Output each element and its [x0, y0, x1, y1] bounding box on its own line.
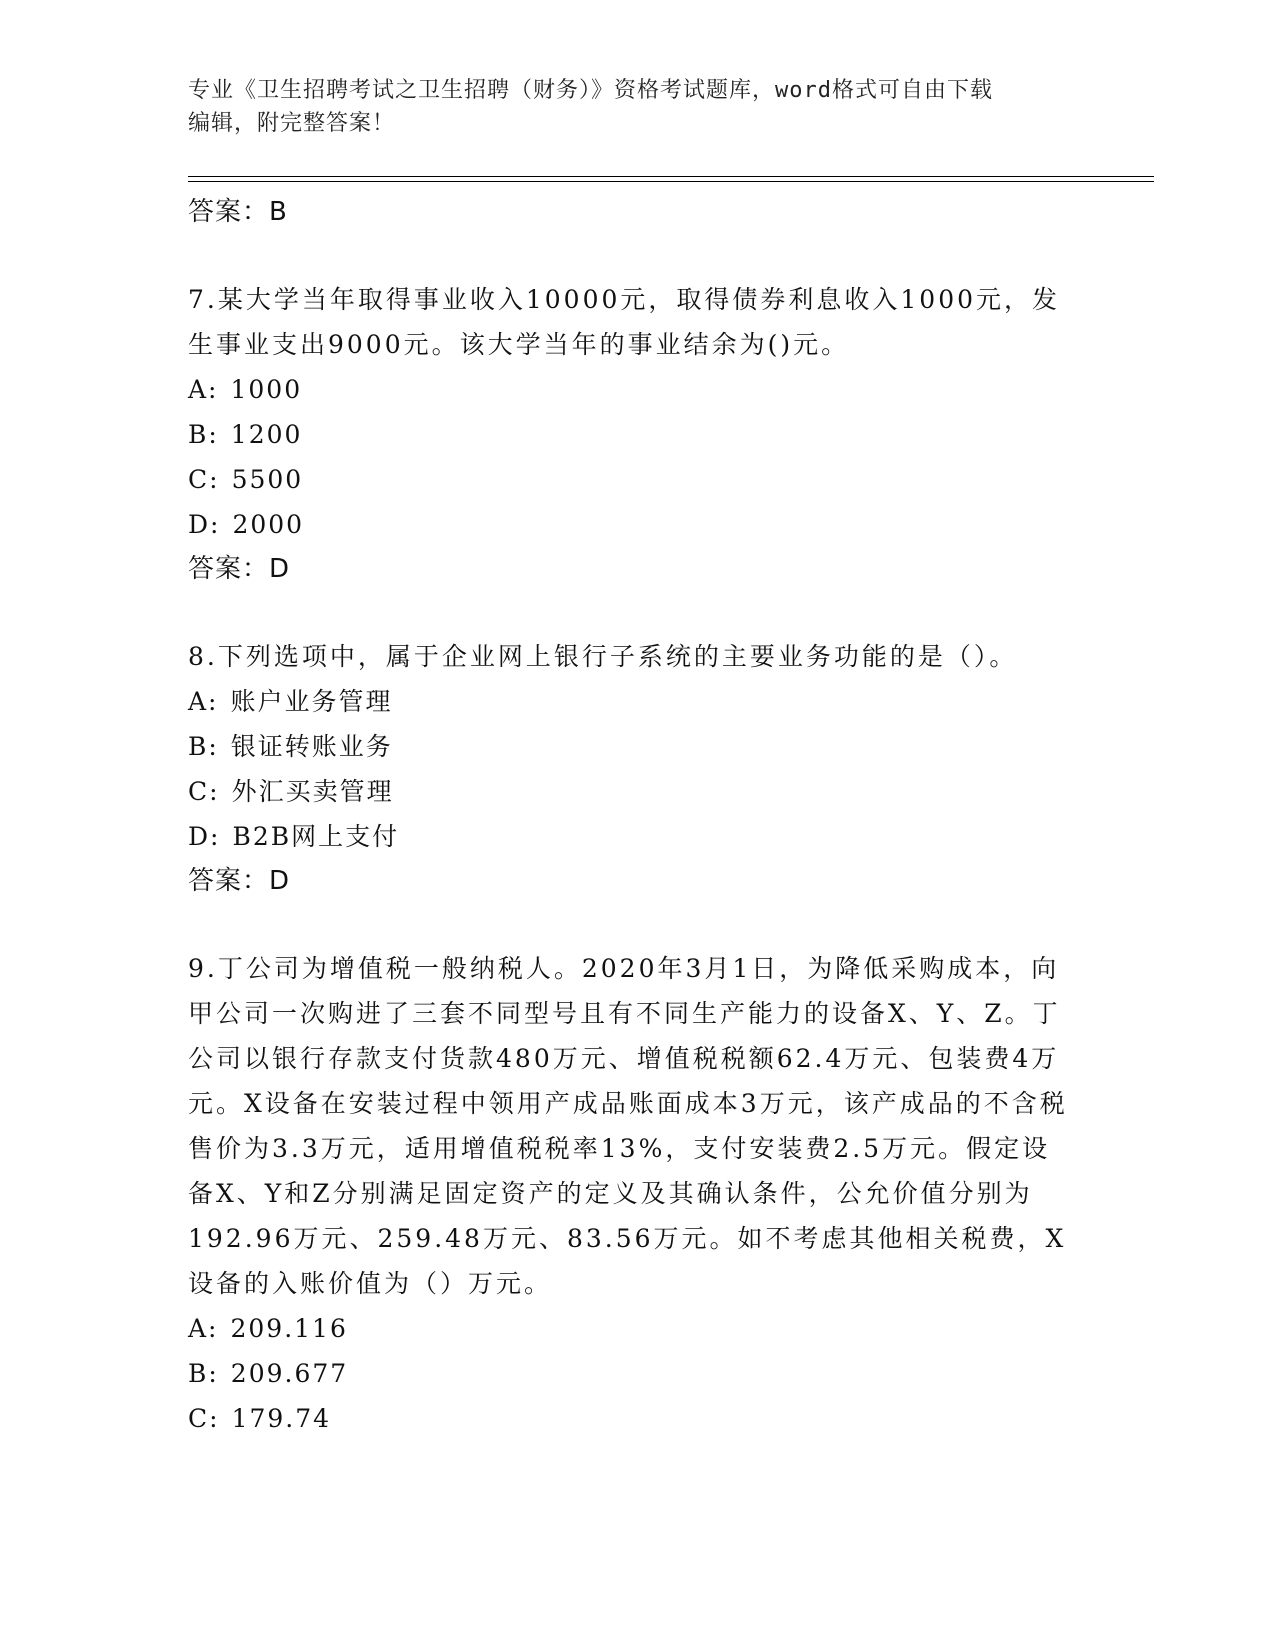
option-text: B2B网上支付 — [232, 822, 400, 851]
question-stem: 7.某大学当年取得事业收入10000元，取得债券利息收入1000元，发生事业支出9000元。该大学当年的事业结余为()元。 — [188, 285, 1061, 359]
header-divider-bottom — [188, 181, 1154, 182]
option-letter: A: — [188, 1314, 219, 1343]
answer-option — [188, 679, 1078, 724]
option-text: 账户业务管理 — [230, 687, 393, 716]
option-text: 209.116 — [230, 1314, 348, 1343]
question-stem: 9.丁公司为增值税一般纳税人。2020年3月1日，为降低采购成本，向甲公司一次购进了三套不同型号且有不同生产能力的设备X、Y、Z。丁公司以银行存款支付货款480万元、增值税税额62.4万元、包装费4万元。X设备在安装过程中领用产成品账面成本3万元，该产成品的不含税售价为3.3万元，适用增值税税率13%，支付安装费2.5万元。假定设备X、Y和Z分别满足固定资产的定义及其确认条件，公允价值分别为192.96万元、259.48万元、83.56万元。如不考虑其他相关税费，X设备的入账价值为（）万元。 — [188, 954, 1068, 1298]
answer-option — [188, 769, 1078, 814]
answer-option — [188, 1306, 1078, 1351]
option-letter: C: — [188, 777, 220, 806]
option-letter: C: — [188, 465, 220, 494]
option-letter: D: — [188, 510, 221, 539]
answer-option — [188, 502, 1078, 547]
header-line-2: 编辑，附完整答案！ — [188, 111, 396, 136]
option-text: 5500 — [231, 465, 304, 494]
answer-line: 答案：B — [188, 197, 288, 227]
question-block — [188, 634, 1078, 903]
question-block — [188, 946, 1078, 1441]
option-text: 209.677 — [230, 1359, 349, 1388]
header-line-1: 专业《卫生招聘考试之卫生招聘（财务）》资格考试题库，word格式可自由下载 — [188, 78, 993, 103]
answer-option — [188, 457, 1078, 502]
answer-option — [188, 367, 1078, 412]
answer-option — [188, 724, 1078, 769]
option-letter: A: — [188, 687, 219, 716]
option-letter: A: — [188, 375, 219, 404]
option-text: 2000 — [232, 510, 305, 539]
question-block — [188, 277, 1078, 591]
option-letter: B: — [188, 420, 219, 449]
answer-option — [188, 814, 1078, 859]
answer-line: 答案：D — [188, 866, 291, 896]
header-divider-top — [188, 176, 1154, 177]
option-text: 外汇买卖管理 — [231, 777, 394, 806]
option-text: 1200 — [230, 420, 303, 449]
option-letter: B: — [188, 1359, 219, 1388]
option-text: 179.74 — [231, 1404, 332, 1433]
answer-option — [188, 412, 1078, 457]
option-letter: D: — [188, 822, 221, 851]
document-body — [188, 190, 1078, 1441]
answer-line: 答案：D — [188, 554, 291, 584]
option-text: 银证转账业务 — [230, 732, 393, 761]
document-header — [188, 74, 1088, 140]
option-text: 1000 — [230, 375, 303, 404]
question-stem: 8.下列选项中，属于企业网上银行子系统的主要业务功能的是（）。 — [188, 642, 1018, 671]
option-letter: C: — [188, 1404, 220, 1433]
answer-option — [188, 1396, 1078, 1441]
option-letter: B: — [188, 732, 219, 761]
answer-option — [188, 1351, 1078, 1396]
